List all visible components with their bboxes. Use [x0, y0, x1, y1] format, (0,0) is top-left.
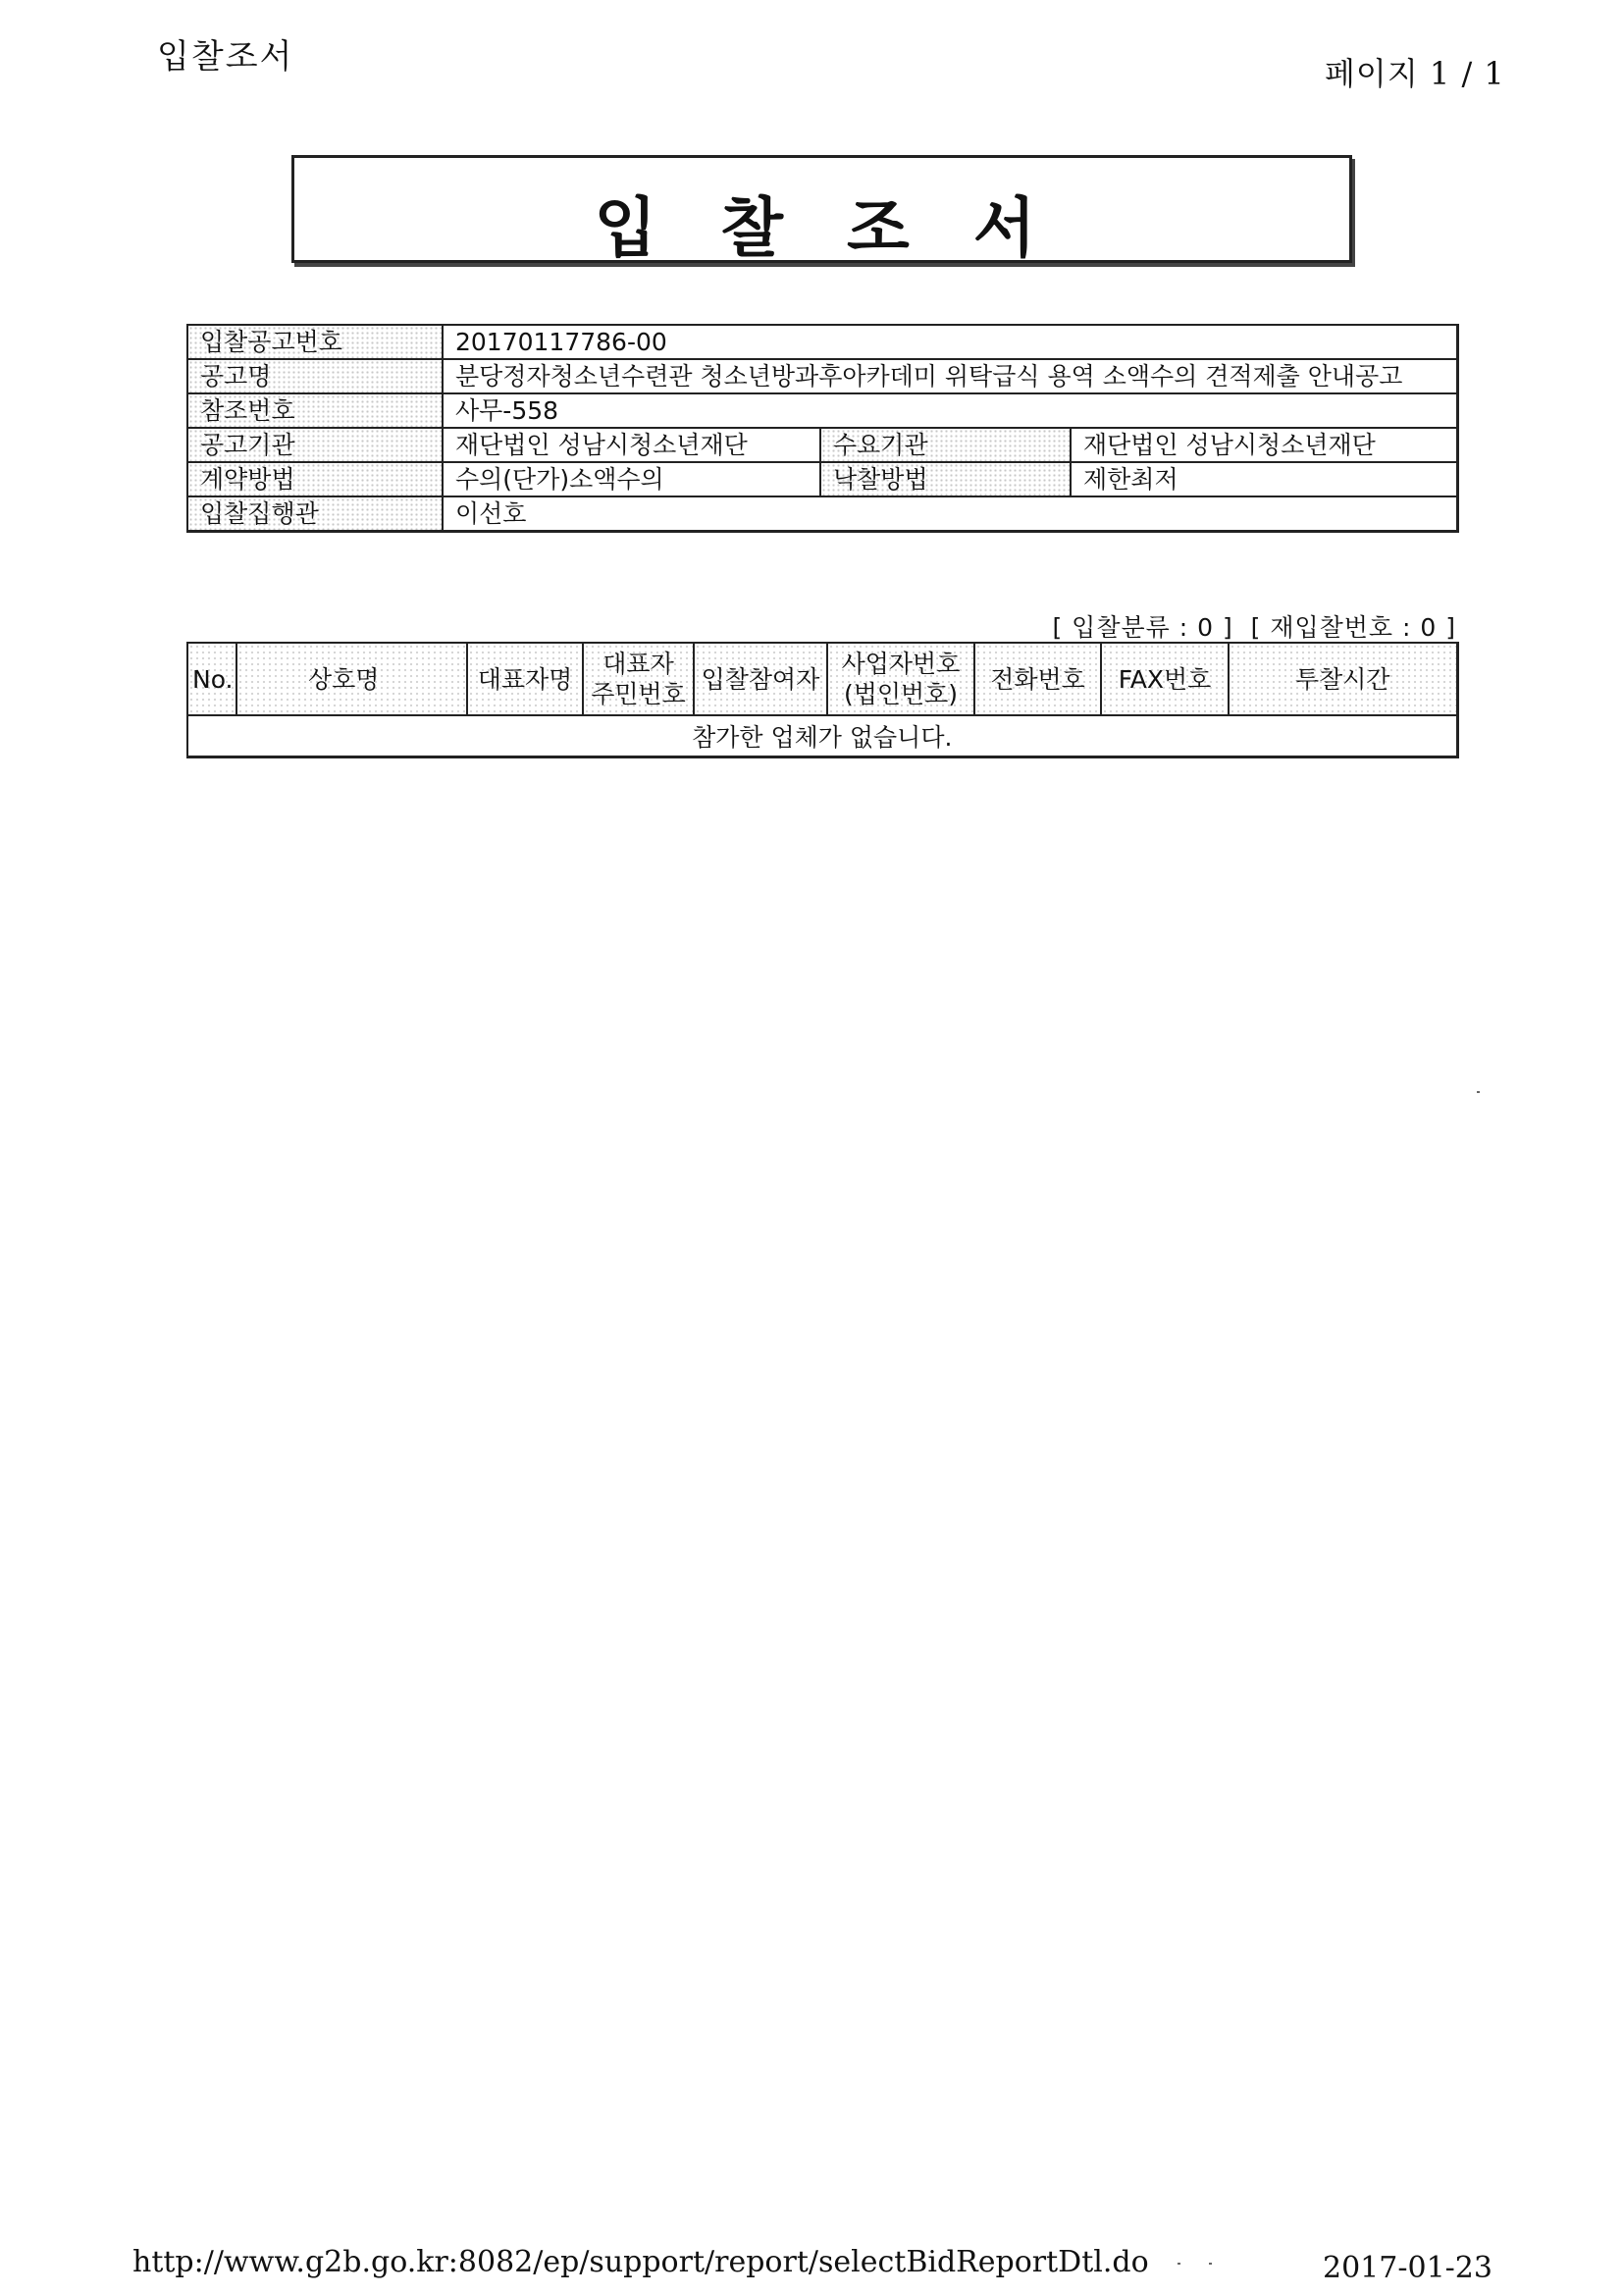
- scan-speck: [1178, 2263, 1180, 2265]
- bidders-header-row: [187, 643, 1457, 715]
- value-award-method: 제한최저: [1071, 462, 1457, 496]
- bid-info-table: [186, 324, 1459, 533]
- document-name: 입찰조서: [157, 37, 294, 77]
- col-biz-no-line2: (법인번호): [843, 680, 959, 708]
- info-row-reference-no: [187, 393, 1457, 428]
- label-notice-name: 공고명: [187, 359, 443, 393]
- value-notice-agency: 재단법인 성남시청소년재단: [443, 428, 820, 462]
- page-indicator: 페이지 1 / 1: [1325, 55, 1505, 92]
- info-row-executor: [187, 496, 1457, 532]
- footer-date: 2017-01-23: [1323, 2251, 1492, 2285]
- info-row-agencies: [187, 428, 1457, 462]
- bid-category-count: [ 입찰분류 : 0 ]: [1052, 613, 1233, 642]
- info-row-notice-name: [187, 359, 1457, 393]
- col-rep-id: [583, 643, 694, 715]
- col-submit-time: 투찰시간: [1229, 643, 1457, 715]
- label-bid-notice-no: 입찰공고번호: [187, 325, 443, 359]
- value-demand-agency: 재단법인 성남시청소년재단: [1071, 428, 1457, 462]
- label-contract-method: 계약방법: [187, 462, 443, 496]
- bidders-table: [186, 642, 1459, 758]
- empty-message: 참가한 업체가 없습니다.: [187, 715, 1457, 757]
- value-notice-name: 분당정자청소년수련관 청소년방과후아카데미 위탁급식 용역 소액수의 견적제출 안내공고: [443, 359, 1457, 393]
- col-participant: 입찰참여자: [694, 643, 827, 715]
- col-phone: 전화번호: [974, 643, 1101, 715]
- value-executor: 이선호: [443, 496, 1457, 532]
- info-row-methods: [187, 462, 1457, 496]
- col-company: 상호명: [236, 643, 467, 715]
- col-biz-no-line1: 사업자번호: [841, 650, 961, 678]
- col-fax: FAX번호: [1101, 643, 1229, 715]
- value-contract-method: 수의(단가)소액수의: [443, 462, 820, 496]
- label-reference-no: 참조번호: [187, 393, 443, 428]
- col-no: No.: [187, 643, 236, 715]
- label-award-method: 낙찰방법: [820, 462, 1071, 496]
- col-rep-id-line2: 주민번호: [591, 680, 686, 708]
- bid-counts: [1052, 608, 1456, 644]
- value-reference-no: 사무-558: [443, 393, 1457, 428]
- scan-speck: [1477, 1091, 1480, 1093]
- label-notice-agency: 공고기관: [187, 428, 443, 462]
- label-demand-agency: 수요기관: [820, 428, 1071, 462]
- rebid-number: [ 재입찰번호 : 0 ]: [1250, 613, 1456, 642]
- scan-speck: [1209, 2263, 1212, 2265]
- value-bid-notice-no: 20170117786-00: [443, 325, 1457, 359]
- footer-url: http://www.g2b.go.kr:8082/ep/support/report/selectBidReportDtl.do: [132, 2245, 1149, 2279]
- page-title: 입 찰 조 서: [594, 190, 1050, 266]
- info-row-bid-notice-no: [187, 325, 1457, 359]
- title-box: [291, 155, 1352, 266]
- col-rep-id-line1: 대표자: [602, 650, 674, 678]
- bidders-empty-row: [187, 715, 1457, 757]
- label-executor: 입찰집행관: [187, 496, 443, 532]
- col-biz-no: [827, 643, 974, 715]
- col-rep-name: 대표자명: [467, 643, 583, 715]
